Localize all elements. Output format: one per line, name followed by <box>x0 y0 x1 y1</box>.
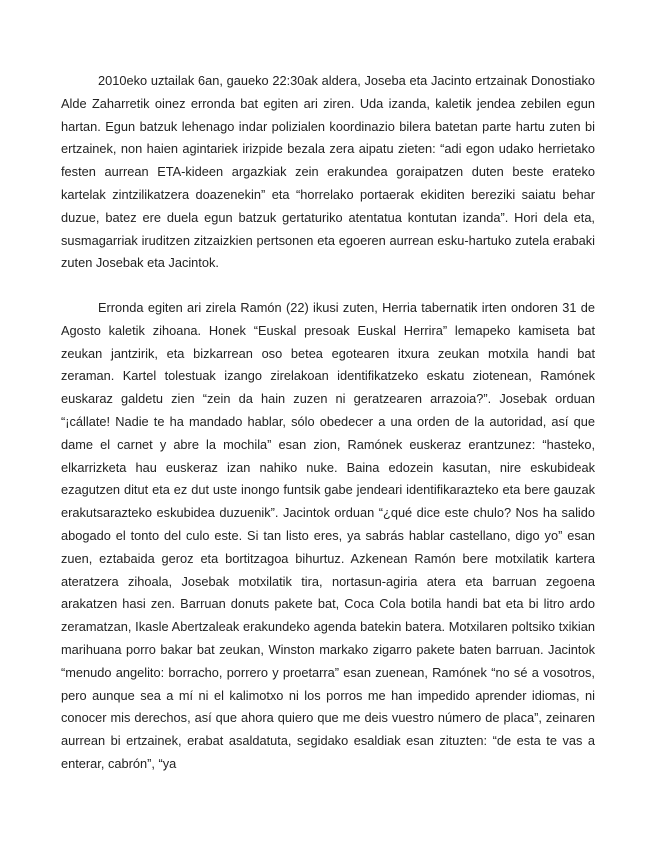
body-text-block <box>61 70 595 275</box>
paragraph-1: 2010eko uztailak 6an, gaueko 22:30ak aldera, Joseba eta Jacinto ertzainak Donostiako Alde Zaharretik oinez erronda bat egiten ari ziren. Uda izanda, kaletik jendea zebilen egun hartan. Egun batzuk lehenago indar polizialen koordinazio bilera batetan parte hartu zuten bi ertzainek, non haien agintariek irizpide bezala zera aipatu zieten: “adi egon udako herrietako festen aurrean ETA-kideen argazkiak zein erakundea goraipatzen duten beste erateko kartelak zintzilikatzera doazenekin” eta “horrelako portaerak ekiditen bereziki saiatu behar duzue, batez ere duela egun batzuk gertaturiko atentatua kontutan izanda”. Hori dela eta, susmagarriak iruditzen zitzaizkien pertsonen eta egoeren aurrean esku-hartuko zutela erabaki zuten Josebak eta Jacintok. <box>61 73 595 271</box>
paragraph-2: Erronda egiten ari zirela Ramón (22) ikusi zuten, Herria tabernatik irten ondoren 31 de Agosto kaletik zihoana. Honek “Euskal presoak Euskal Herrira” lemapeko kamiseta bat zeukan jantzirik, eta bizkarrean oso betea egotearen itxura zeukan motxila handi bat zeraman. Kartel tolestuak izango zirelakoan identifikatzeko eskatu ziotenean, Ramónek euskaraz galdetu zien “zein da hain zuzen ni geratzearen arrazoia?”. Josebak orduan “¡cállate! Nadie te ha mandado hablar, sólo obedecer a una orden de la autoridad, así que dame el carnet y abre la mochila” esan zion, Ramónek euskeraz erantzunez: “hasteko, elkarrizketa hau euskeraz izan nahiko nuke. Baina edozein kasutan, nire eskubideak ezagutzen ditut eta ez dut uste inongo funtsik gabe jendeari identifikarazteko eta bere gauzak erakutsarazteko eskubidea duzuenik”. Jacintok orduan “¿qué dice este chulo? Nos ha salido abogado el tonto del culo este. Si tan listo eres, ya sabrás hablar castellano, digo yo” esan zuen, eztabaida geroz eta bortitzagoa bihurtuz. Azkenean Ramón bere motxilatik kartera ateratzera zihoala, Josebak motxilatik tira, nortasun-agiria atera eta barruan zegoena arakatzen hasi zen. Barruan donuts pakete bat, Coca Cola botila handi bat eta bi litro ardo zeramatzan, Ikasle Abertzaleak erakundeko agenda batekin batera. Motxilaren poltsiko txikian marihuana porro bakar bat zeukan, Winston markako zigarro pakete baten barruan. Jacintok “menudo angelito: borracho, porrero y proetarra” esan zuenean, Ramónek “no sé a vosotros, pero aunque sea a mí ni el kalimotxo ni los porros me han impedido aprender idiomas, ni conocer mis derechos, así que ahora quiero que me deis vuestro número de placa”, zeinaren aurrean bi ertzainek, erabat asaldatuta, segidako esaldiak esan zituzten: “de esta te vas a enterar, cabrón”, “ya <box>61 300 595 771</box>
body-text-block <box>61 297 595 776</box>
